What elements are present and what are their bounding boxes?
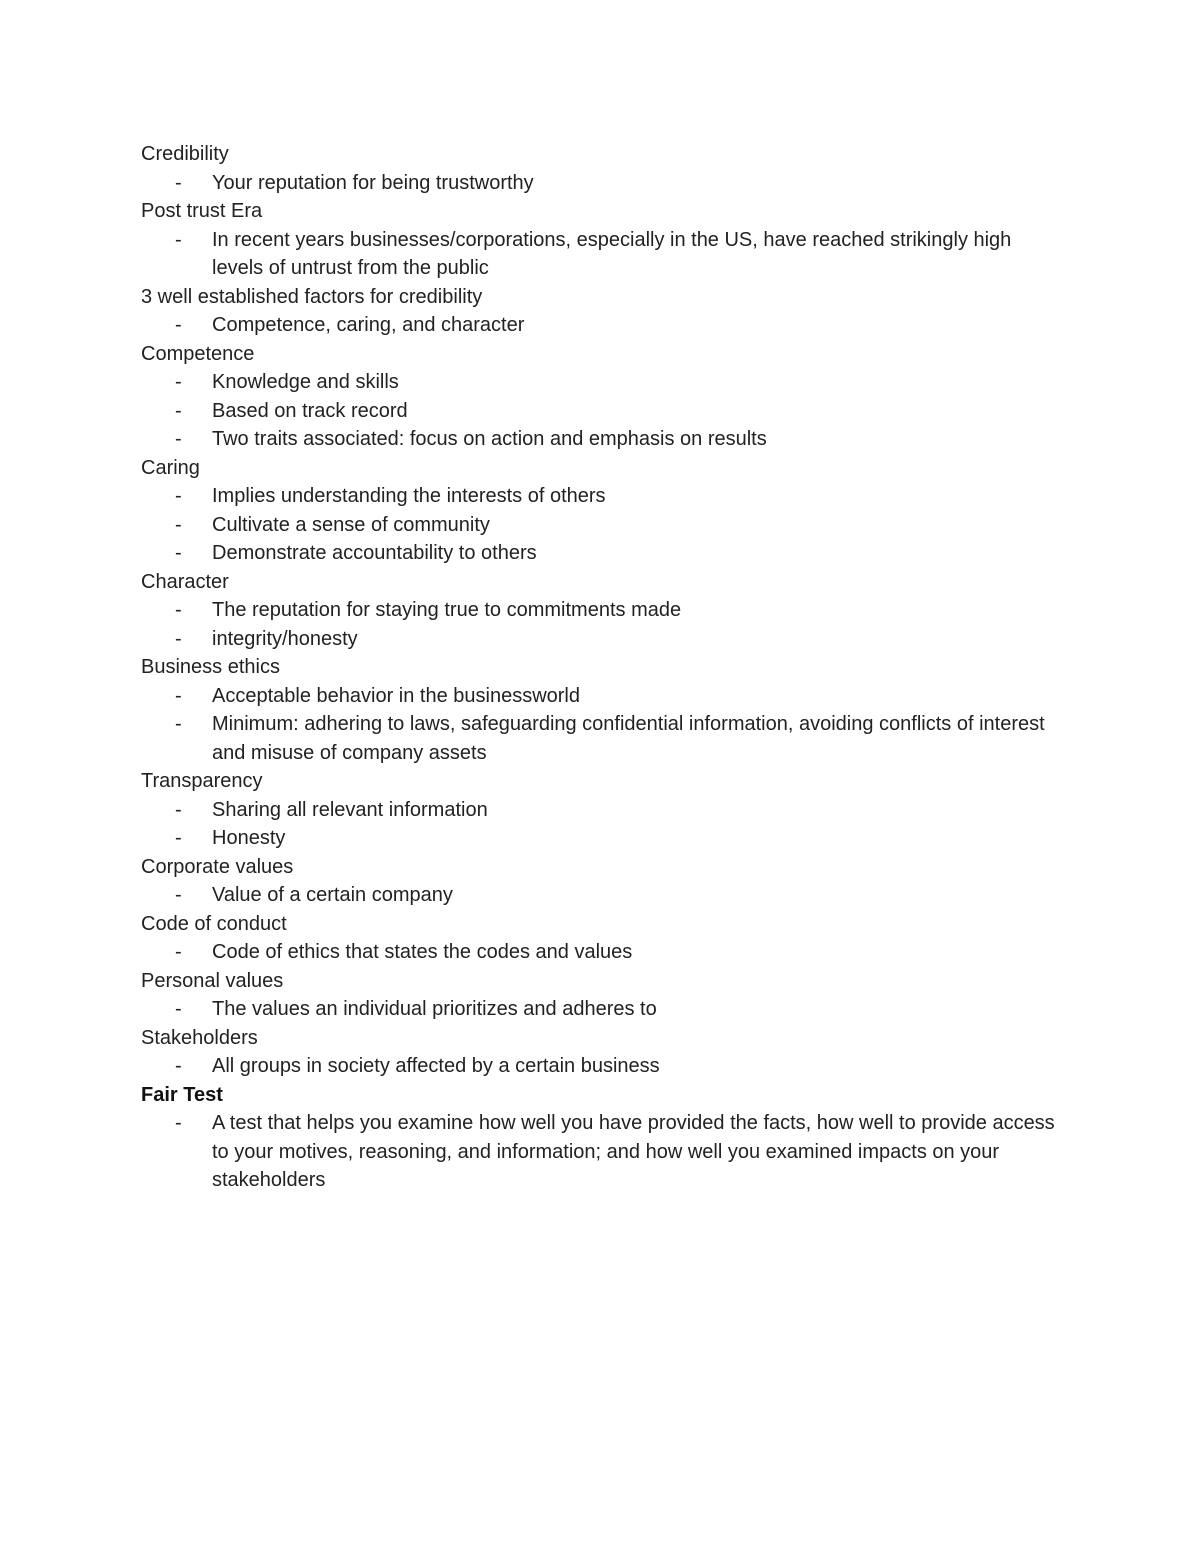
note-section <box>141 140 1066 197</box>
bullet-list <box>141 596 1066 653</box>
note-section <box>141 853 1066 910</box>
dash-bullet-icon: - <box>175 1112 182 1134</box>
list-item-text: Your reputation for being trustworthy <box>212 171 534 194</box>
list-item <box>141 539 1066 568</box>
list-item-text: integrity/honesty <box>212 627 358 650</box>
list-item <box>141 881 1066 910</box>
note-section <box>141 767 1066 853</box>
list-item <box>141 425 1066 454</box>
list-item-text: All groups in society affected by a certain business <box>212 1055 660 1077</box>
dash-bullet-icon: - <box>175 827 182 849</box>
list-item-text: Minimum: adhering to laws, safeguarding confidential information, avoiding conflicts of interest and misuse of company assets <box>212 713 1045 764</box>
list-item-text: Competence, caring, and character <box>212 314 525 336</box>
dash-bullet-icon: - <box>175 513 182 536</box>
section-heading: Code of conduct <box>141 912 287 935</box>
dash-bullet-icon: - <box>175 884 182 906</box>
list-item-text: The values an individual prioritizes and adheres to <box>212 998 657 1020</box>
section-heading: Fair Test <box>141 1083 223 1106</box>
list-item <box>141 226 1066 283</box>
list-item <box>141 995 1066 1024</box>
bullet-list <box>141 995 1066 1024</box>
dash-bullet-icon: - <box>175 314 182 336</box>
dash-bullet-icon: - <box>175 371 182 393</box>
note-section <box>141 568 1066 654</box>
note-section <box>141 1024 1066 1081</box>
section-heading: Credibility <box>141 143 229 165</box>
list-item <box>141 511 1066 540</box>
section-heading: Transparency <box>141 770 263 792</box>
dash-bullet-icon: - <box>175 798 182 821</box>
bullet-list <box>141 682 1066 768</box>
bullet-list <box>141 881 1066 910</box>
note-section <box>141 454 1066 568</box>
bullet-list <box>141 938 1066 967</box>
list-item-text: Acceptable behavior in the businessworld <box>212 684 580 707</box>
note-section <box>141 197 1066 283</box>
dash-bullet-icon: - <box>175 998 182 1020</box>
note-section <box>141 967 1066 1024</box>
list-item-text: Two traits associated: focus on action and emphasis on results <box>212 428 767 450</box>
list-item <box>141 368 1066 397</box>
section-heading: Character <box>141 570 229 593</box>
bullet-list <box>141 796 1066 853</box>
list-item <box>141 1052 1066 1081</box>
note-section <box>141 653 1066 767</box>
section-heading: 3 well established factors for credibility <box>141 285 483 308</box>
section-heading: Post trust Era <box>141 200 263 222</box>
section-heading: Personal values <box>141 969 284 992</box>
list-item-text: Code of ethics that states the codes and values <box>212 941 633 963</box>
bullet-list <box>141 1109 1066 1195</box>
list-item-text: Based on track record <box>212 399 408 422</box>
list-item <box>141 625 1066 654</box>
bullet-list <box>141 368 1066 454</box>
list-item <box>141 824 1066 853</box>
bullet-list <box>141 482 1066 568</box>
list-item <box>141 311 1066 340</box>
note-section <box>141 283 1066 340</box>
bullet-list <box>141 1052 1066 1081</box>
bullet-list <box>141 311 1066 340</box>
list-item <box>141 482 1066 511</box>
bullet-list <box>141 226 1066 283</box>
list-item <box>141 682 1066 711</box>
list-item-text: Honesty <box>212 827 286 849</box>
list-item-text: Implies understanding the interests of others <box>212 485 606 507</box>
dash-bullet-icon: - <box>175 599 182 621</box>
list-item-text: A test that helps you examine how well you have provided the facts, how well to provide access to your motives, reasoning, and information; and how well you examined impacts on your stakeholders <box>212 1112 1055 1191</box>
list-item-text: Sharing all relevant information <box>212 798 488 821</box>
note-section <box>141 340 1066 454</box>
list-item <box>141 796 1066 825</box>
list-item-text: In recent years businesses/corporations, especially in the US, have reached strikingly high levels of untrust from the public <box>212 228 1012 279</box>
notes-body <box>141 140 1066 1195</box>
dash-bullet-icon: - <box>175 428 182 450</box>
section-heading: Stakeholders <box>141 1026 258 1049</box>
list-item <box>141 596 1066 625</box>
section-heading: Caring <box>141 456 200 479</box>
dash-bullet-icon: - <box>175 713 182 735</box>
note-section <box>141 1081 1066 1195</box>
list-item <box>141 397 1066 426</box>
list-item <box>141 1109 1066 1195</box>
dash-bullet-icon: - <box>175 485 182 507</box>
dash-bullet-icon: - <box>175 1055 182 1077</box>
section-heading: Business ethics <box>141 656 280 678</box>
list-item-text: Cultivate a sense of community <box>212 513 490 536</box>
list-item-text: Demonstrate accountability to others <box>212 542 537 564</box>
list-item-text: The reputation for staying true to commitments made <box>212 599 682 621</box>
dash-bullet-icon: - <box>175 399 182 422</box>
bullet-list <box>141 169 1066 198</box>
dash-bullet-icon: - <box>175 542 182 564</box>
list-item-text: Value of a certain company <box>212 884 453 906</box>
dash-bullet-icon: - <box>175 228 182 251</box>
section-heading: Competence <box>141 342 255 365</box>
dash-bullet-icon: - <box>175 684 182 707</box>
list-item <box>141 710 1066 767</box>
dash-bullet-icon: - <box>175 171 182 194</box>
list-item <box>141 169 1066 198</box>
dash-bullet-icon: - <box>175 627 182 650</box>
note-section <box>141 910 1066 967</box>
section-heading: Corporate values <box>141 855 294 878</box>
dash-bullet-icon: - <box>175 941 182 963</box>
list-item <box>141 938 1066 967</box>
list-item-text: Knowledge and skills <box>212 371 399 393</box>
